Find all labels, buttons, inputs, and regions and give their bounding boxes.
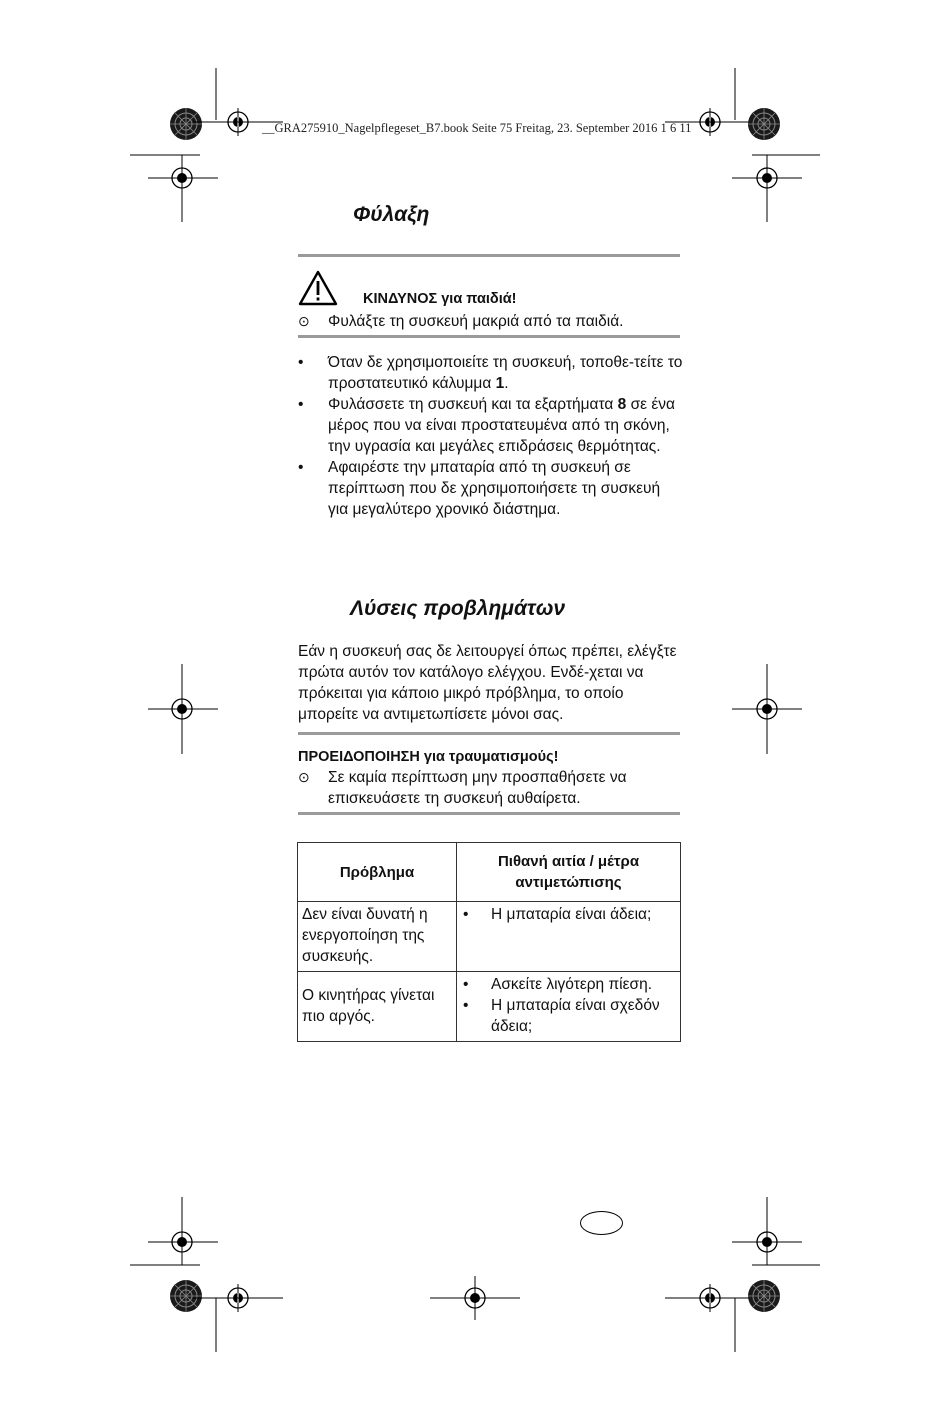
table-row <box>298 902 681 972</box>
section-title-storage: Φύλαξη <box>353 203 430 226</box>
divider <box>298 335 680 338</box>
divider <box>298 812 680 815</box>
registration-mark-icon <box>170 1280 202 1312</box>
cause-cell <box>457 902 681 972</box>
language-code-oval <box>580 1211 623 1235</box>
warning-instruction: ⊙ Σε καμία περίπτωση μην προσπαθήσετε να επισκευάσετε τη συσκευή αυθαίρετα. <box>298 769 627 807</box>
list-item: • Η μπαταρία είναι άδεια; <box>463 906 652 923</box>
table-row <box>298 972 681 1042</box>
storage-bullet-list <box>298 352 684 520</box>
troubleshooting-table <box>297 842 681 1042</box>
registration-mark-icon <box>748 108 780 140</box>
column-header-problem: Πρόβλημα <box>298 843 457 902</box>
registration-mark-icon <box>748 1280 780 1312</box>
cause-cell <box>457 972 681 1042</box>
circled-dot-icon: ⊙ <box>298 769 310 785</box>
divider <box>298 254 680 257</box>
list-item: • Αφαιρέστε την μπαταρία από τη συσκευή σε περίπτωση που δε χρησιμοποιήσετε τη συσκευή για μεγαλύτερο χρονικό διάστημα. <box>298 459 661 518</box>
print-header: __GRA275910_Nagelpflegeset_B7.book Seite 75 Freitag, 23. September 2016 1 6 11 <box>262 121 692 135</box>
section-title-troubleshooting: Λύσεις προβλημάτων <box>350 597 566 620</box>
list-item: • Η μπαταρία είναι σχεδόν άδεια; <box>463 997 660 1035</box>
danger-label: ΚΙΝΔΥΝΟΣ για παιδιά! <box>363 291 517 307</box>
troubleshooting-intro: Εάν η συσκευή σας δε λειτουργεί όπως πρέπει, ελέγξτε πρώτα αυτόν τον κατάλογο ελέγχου. Ενδέ-χεται να πρόκειται για κάποιο μικρό πρόβλημα, το οποίο μπορείτε να αντιμετωπίσετε μόνοι σας. <box>298 643 677 723</box>
problem-cell: Ο κινητήρας γίνεται πιο αργός. <box>298 972 457 1042</box>
divider <box>298 732 680 735</box>
circled-dot-icon: ⊙ <box>298 313 310 329</box>
problem-cell: Δεν είναι δυνατή η ενεργοποίηση της συσκευής. <box>298 902 457 972</box>
list-item: • Όταν δε χρησιμοποιείτε τη συσκευή, τοποθε-τείτε το προστατευτικό κάλυμμα 1. <box>298 354 683 392</box>
column-header-cause: Πιθανή αιτία / μέτρα αντιμετώπισης <box>457 843 681 902</box>
warning-triangle-icon <box>298 270 338 306</box>
table-header-row <box>298 843 681 902</box>
danger-instruction: ⊙ Φυλάξτε τη συσκευή μακριά από τα παιδιά. <box>298 313 624 330</box>
list-item: • Φυλάσσετε τη συσκευή και τα εξαρτήματα 8 σε ένα μέρος που να είναι προστατευμένα από τη σκόνη, την υγρασία και μεγάλες επιδράσεις θερμότητας. <box>298 396 676 455</box>
warning-label: ΠΡΟΕΙΔΟΠΟΙΗΣΗ για τραυματισμούς! <box>298 749 559 765</box>
list-item: • Ασκείτε λιγότερη πίεση. <box>463 976 653 993</box>
registration-mark-icon <box>170 108 202 140</box>
